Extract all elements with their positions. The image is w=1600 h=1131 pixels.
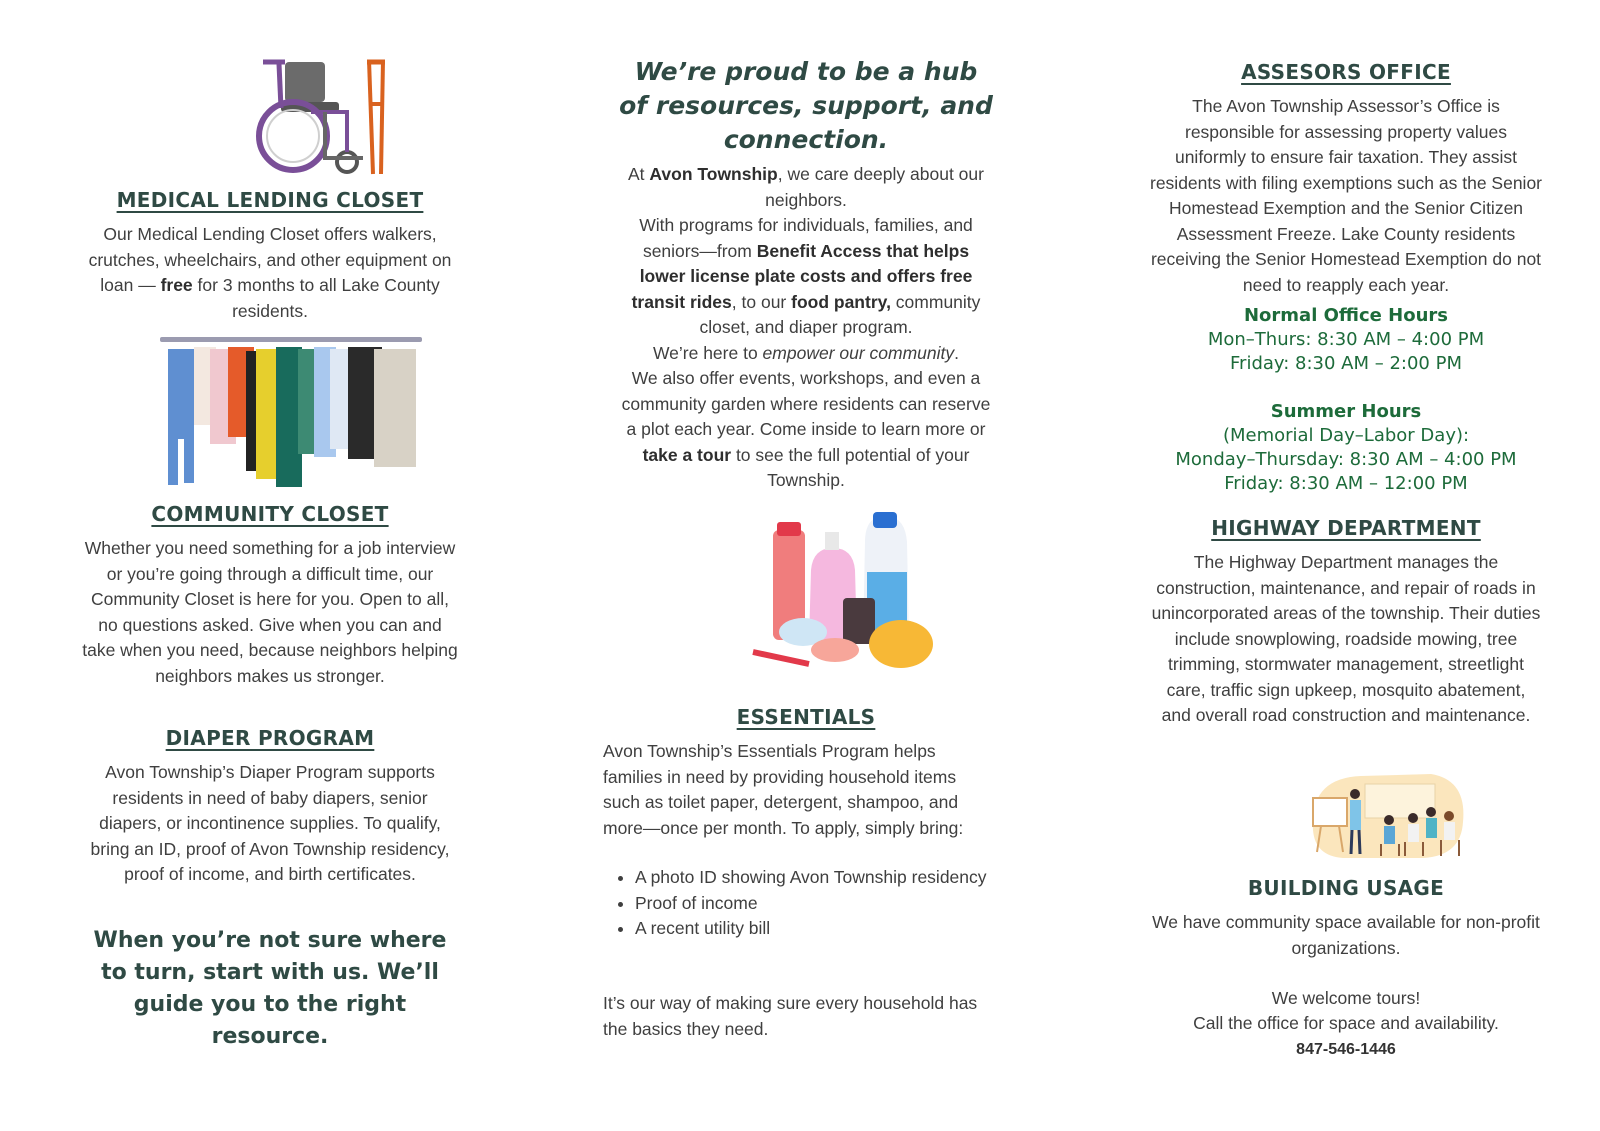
meeting-room-icon <box>1303 770 1473 862</box>
summer-hours-heading: Summer Hours <box>1270 401 1422 422</box>
essentials-closing: It’s our way of making sure every household has the basics they need. <box>603 993 978 1039</box>
intro-p3: We’re here to empower our community. <box>652 342 960 363</box>
wheelchair-crutches-icon <box>251 58 401 176</box>
diaper-text: Avon Township’s Diaper Program supports residents in need of baby diapers, senior diapers, or incontinence supplies. To qualify, bring an ID, proof of Avon Township residency, proof of income, and birth certificates. <box>90 762 450 884</box>
highway-text: The Highway Department manages the construction, maintenance, and repair of roads in unincorporated areas of the township. Their duties include snowplowing, roadside mowing, tree trimming, stormwater management, streetlight care, traffic sign upkeep, mosquito abatement, and overall road construction and maintenance. <box>1151 552 1541 725</box>
phone-number: 847-546-1446 <box>1296 1041 1396 1058</box>
building-text: We have community space available for non-profit organizations. <box>1152 912 1540 958</box>
summer-hours-line: (Memorial Day–Labor Day): <box>1222 425 1470 446</box>
intro-text <box>618 162 994 494</box>
normal-hours-heading: Normal Office Hours <box>1243 305 1448 326</box>
summer-hours-line: Friday: 8:30 AM – 12:00 PM <box>1224 473 1468 494</box>
intro-p4: We also offer events, workshops, and even a community garden where residents can reserve a plot each year. Come inside to learn more or take a tour to see the full potential of your Township. <box>621 368 991 490</box>
medical-heading: MEDICAL LENDING CLOSET <box>116 188 424 212</box>
essentials-list <box>603 865 994 942</box>
community-heading: COMMUNITY CLOSET <box>151 502 389 526</box>
building-tours: We welcome tours! <box>1271 988 1421 1008</box>
medical-text: Our Medical Lending Closet offers walkers, crutches, wheelchairs, and other equipment on loan — free for 3 months to all Lake County residents. <box>88 224 452 321</box>
list-item: • A photo ID showing Avon Township residency <box>635 865 994 891</box>
intro-p2: With programs for individuals, families, and seniors—from Benefit Access that helps lower license plate costs and offers free transit rides, to our food pantry, community closet, and diaper program. <box>631 215 981 337</box>
essentials-text: Avon Township’s Essentials Program helps families in need by providing household items such as toilet paper, detergent, shampoo, and more—once per month. To apply, simply bring: <box>603 741 964 838</box>
list-item: • A recent utility bill <box>635 916 994 942</box>
list-item: • Proof of income <box>635 891 994 917</box>
normal-hours-line: Friday: 8:30 AM – 2:00 PM <box>1230 353 1462 374</box>
essentials-heading: ESSENTIALS <box>736 705 876 729</box>
tagline: When you’re not sure where to turn, start with us. We’ll guide you to the right resource. <box>93 928 447 1049</box>
building-heading: BUILDING USAGE <box>1247 876 1445 900</box>
office-hours <box>1150 304 1542 496</box>
summer-hours-line: Monday–Thursday: 8:30 AM – 4:00 PM <box>1175 449 1517 470</box>
assessor-text: The Avon Township Assessor’s Office is responsible for assessing property values uniformly to ensure fair taxation. They assist residents with filing exemptions such as the Senior Homestead Exemption and the Senior Citizen Assessment Freeze. Lake County residents receiving the Senior Homestead Exemption do not need to reapply each year. <box>1150 96 1543 295</box>
assessor-heading: ASSESORS OFFICE <box>1241 60 1451 84</box>
hero-headline: We’re proud to be a hub of resources, support, and connection. <box>619 57 993 154</box>
toiletries-icon <box>749 512 939 672</box>
building-call: Call the office for space and availability. <box>1193 1013 1499 1033</box>
diaper-heading: DIAPER PROGRAM <box>165 726 375 750</box>
normal-hours-line: Mon–Thurs: 8:30 AM – 4:00 PM <box>1207 329 1485 350</box>
intro-p1: At Avon Township, we care deeply about our neighbors. <box>628 164 984 210</box>
clothing-rack-icon <box>158 335 428 490</box>
community-text: Whether you need something for a job interview or you’re going through a difficult time, our Community Closet is here for you. Open to all, no questions asked. Give when you can and take when you need, because neighbors helping neighbors makes us stronger. <box>82 538 458 686</box>
highway-heading: HIGHWAY DEPARTMENT <box>1211 516 1481 540</box>
